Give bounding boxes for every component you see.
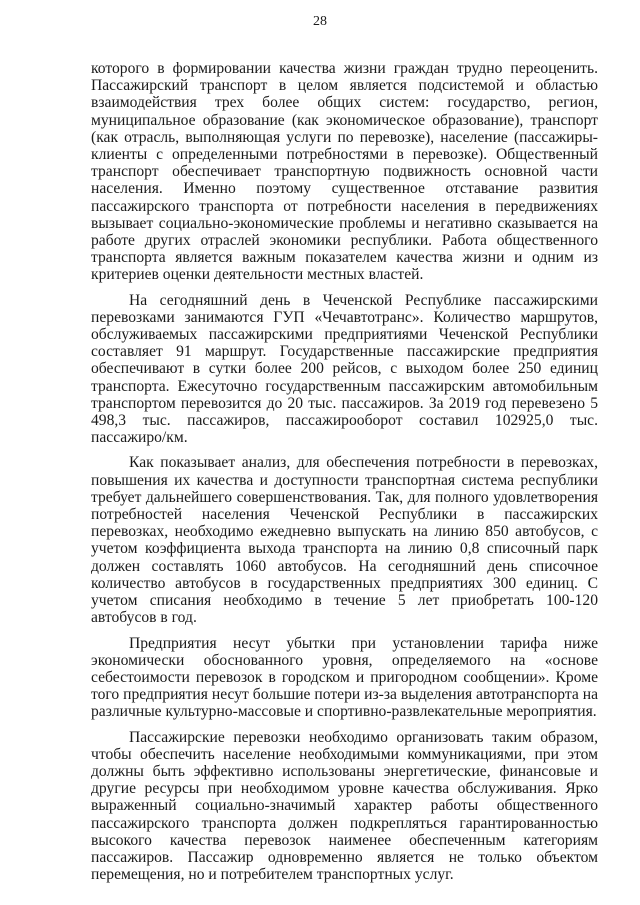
paragraph-continuation: которого в формировании качества жизни граждан трудно переоценить. Пассажирский транспорт в целом является подсистемой и областью взаимодействия трех более общих систем: государство, регион, муниципальное образование (как экономическое образование), транспорт (как отрасль, выполняющая услуги по перевозке), население (пассажиры-клиенты с определенными потребностями в перевозке). Общественный транспорт обеспечивает транспортную подвижность основной части населения. Именно поэтому существенное отставание развития пассажирского транспорта от потребности населения в передвижениях вызывает социально-экономические проблемы и негативно сказывается на работе других отраслей экономики республики. Работа общественного транспорта является важным показателем качества жизни и одним из критериев оценки деятельности местных властей. xyxy=(91,60,598,284)
paragraph-analysis: Как показывает анализ, для обеспечения потребности в перевозках, повышения их качества и доступности транспортная система республики требует дальнейшего совершенствования. Так, для полного удовлетворения потребностей населения Чеченской Республики в пассажирских перевозках, необходимо ежедневно выпускать на линию 850 автобусов, с учетом коэффициента выхода транспорта на линию 0,8 списочный парк должен составлять 1060 автобусов. На сегодняшний день списочное количество автобусов в государственных предприятиях 300 единиц. С учетом списания необходимо в течение 5 лет приобретать 100-120 автобусов в год. xyxy=(91,454,598,627)
paragraph-losses: Предприятия несут убытки при установлении тарифа ниже экономически обоснованного уровня, определяемого на «основе себестоимости перевозок в городском и пригородном сообщении». Кроме того предприятия несут большие потери из-за выделения автотранспорта на различные культурно-массовые и спортивно-развлекательные мероприятия. xyxy=(91,634,598,721)
paragraph-transport-operators: На сегодняшний день в Чеченской Республике пассажирскими перевозками занимаются ГУП «Чечавтотранс». Количество маршрутов, обслуживаемых пассажирскими предприятиями Чеченской Республики составляет 91 маршрут. Государственные пассажирские предприятия обеспечивают в сутки более 200 рейсов, с выходом более 250 единиц транспорта. Ежесуточно государственным пассажирским автомобильным транспортом перевозится до 20 тыс. пассажиров. За 2019 год перевезено 5 498,3 тыс. пассажиров, пассажирооборот составил 102925,0 тыс. пассажиро/км. xyxy=(91,291,598,447)
document-body xyxy=(91,60,598,891)
paragraph-organization: Пассажирские перевозки необходимо организовать таким образом, чтобы обеспечить население необходимыми коммуникациями, при этом должны быть эффективно использованы энергетические, финансовые и другие ресурсы при необходимом уровне качества обслуживания. Ярко выраженный социально-значимый характер работы общественного пассажирского транспорта должен подкрепляться гарантированностью высокого качества перевозок наименее обеспеченным категориям пассажиров. Пассажир одновременно является не только объектом перемещения, но и потребителем транспортных услуг. xyxy=(91,728,598,884)
page-number: 28 xyxy=(313,14,327,29)
